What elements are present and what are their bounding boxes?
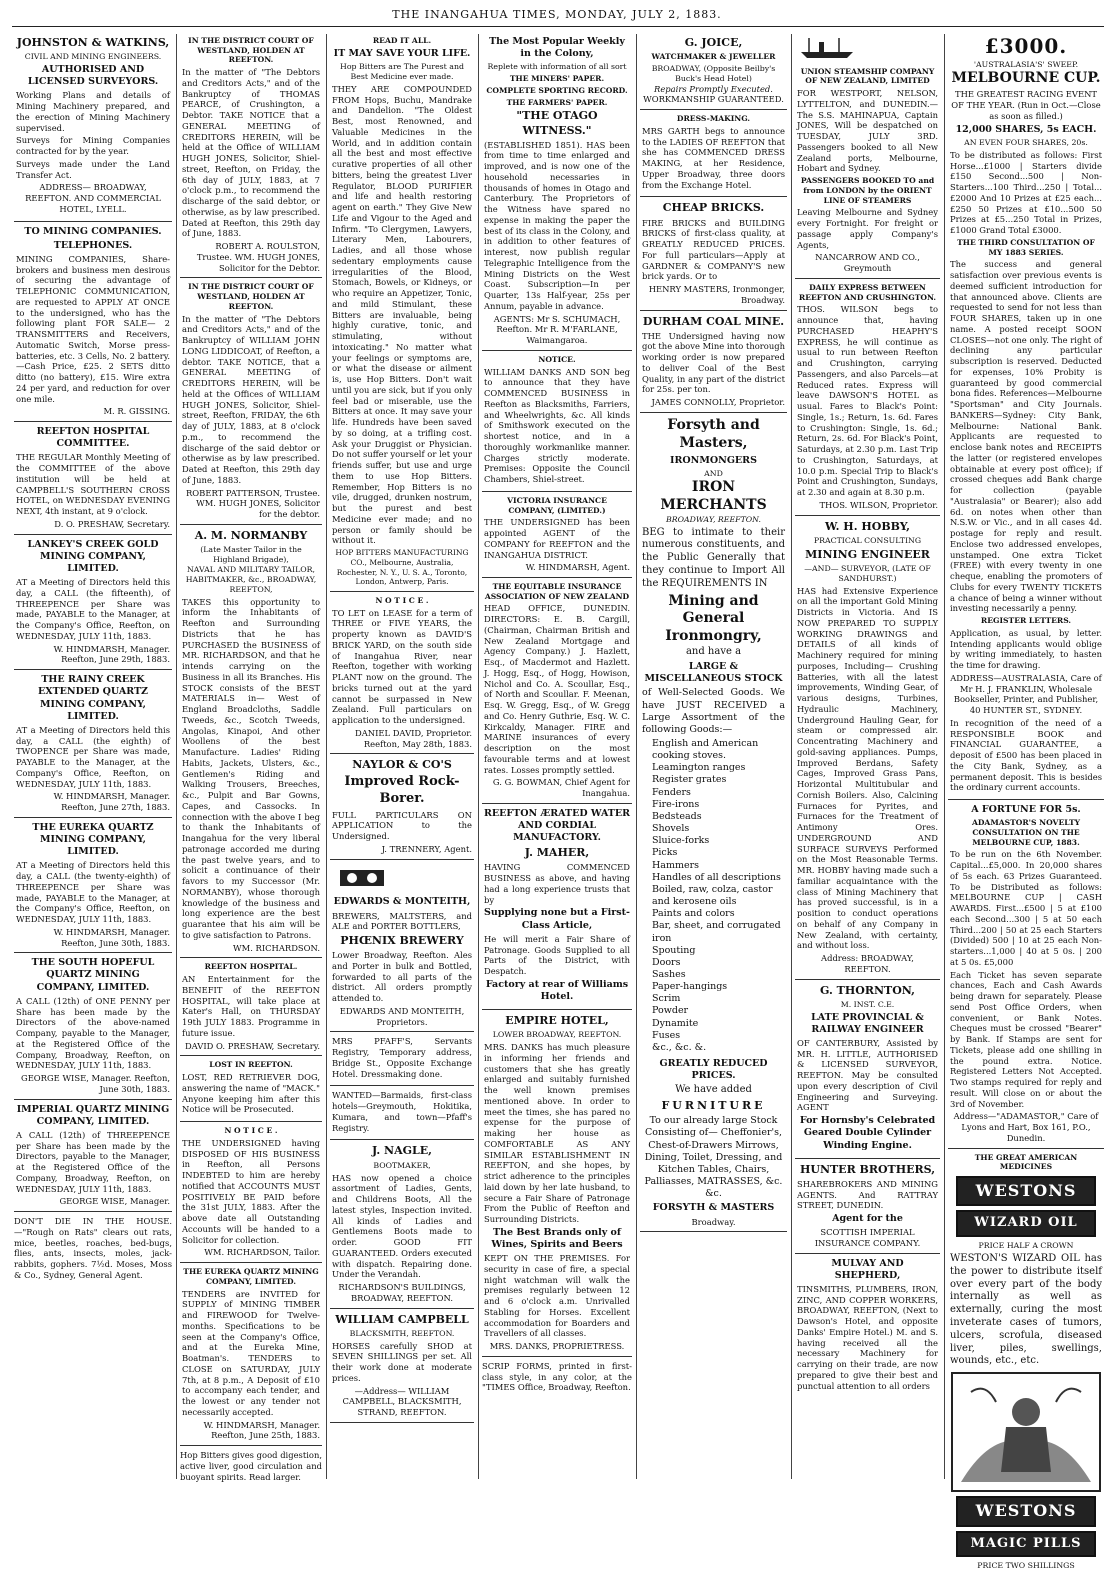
advert-text: OF CANTERBURY, Assisted by MR. H. LITTLE, AUTHORISED & LICENSED SURVEYOR, REEFTON. May be consulted upon every description of Civil Engineering and Surveying. AGENT — [797, 1037, 938, 1113]
advert-daily-express — [795, 283, 940, 516]
goods-list-item: Bedsteads — [652, 810, 702, 822]
advert-australasia-sweep — [948, 34, 1104, 800]
advert-dress-making — [640, 114, 787, 197]
advert-signature: GEORGE WISE, Manager. Reefton, June 30th, 1883. — [21, 1073, 170, 1094]
goods-list-item: Fuses — [652, 1029, 681, 1041]
advert-aerated-water — [482, 808, 632, 1010]
advert-title: The Most Popular Weekly in the Colony, — [489, 36, 625, 60]
advert-signature: J. TRENNERY, Agent. — [381, 843, 472, 854]
advert-title: J. MAHER, — [524, 846, 590, 860]
advert-subtitle: WATCHMAKER & JEWELLER — [651, 52, 776, 62]
advert-reefton-hospital — [180, 962, 322, 1056]
advert-headline: FURNITURE — [661, 1099, 766, 1113]
advert-text: SCOTTISH IMPERIAL INSURANCE COMPANY. — [814, 1227, 921, 1248]
advert-title: JOHNSTON & WATKINS, — [16, 36, 170, 49]
advert-title: G. THORNTON, — [820, 983, 915, 997]
advert-title: PHŒNIX BREWERY — [340, 934, 464, 948]
advert-line: Agent for the — [832, 1213, 903, 1224]
magic-pills-logo: MAGIC PILLS — [956, 1531, 1096, 1558]
advert-title: READ IT ALL. — [372, 36, 432, 45]
advert-title: "THE OTAGO WITNESS." — [516, 109, 598, 137]
goods-list-item: Register grates — [652, 774, 727, 786]
advert-hospital-committee — [14, 426, 172, 535]
advert-title: NOTICE. — [538, 354, 576, 364]
masthead: THE INANGAHUA TIMES, MONDAY, JULY 2, 1883. — [392, 8, 722, 21]
advert-text: In the matter of "The Debtors and Creditors Acts," and of the Bankruptcy of THOMAS PEARCE, of Crushington, a Debtor. TAKE NOTICE that a GENERAL MEETING of CREDITORS HEREIN, will be held at the Office of WILLIAM HUGH JONES, Solicitor, Shiel-street, Reefton, on Friday, the 6th day of JULY, 1883, at 7 o'clock p.m., to recommend the discharge of the said debtor, or otherwise, as by law prescribed. Dated at Reefton, this 29th day of June, 1883. — [182, 67, 320, 239]
goods-list-item: Bar, sheet, and corrugated iron — [652, 920, 781, 944]
goods-list-item: Shovels — [652, 823, 690, 835]
advert-text: TINSMITHS, PLUMBERS, IRON, ZINC, AND COPPER WORKERS, BROADWAY, REEFTON, (Next to Dawson's Hotel, and opposite Danks' Empire Hotel.) M. and S. having received all the necessary Machinery for carrying on their trade, are now prepared to give their best and punctual attention to all orders — [797, 1283, 938, 1391]
advert-line: Factory at rear of Williams Hotel. — [485, 978, 629, 1002]
advert-title: DRESS-MAKING. — [676, 114, 751, 124]
advert-cheap-bricks — [640, 201, 787, 310]
advert-joice — [640, 36, 787, 110]
advert-line: THE MINERS' PAPER. — [509, 74, 605, 84]
advert-headline: GREATLY REDUCED PRICES. — [659, 1058, 768, 1082]
goods-list-item: Powder — [652, 1005, 689, 1017]
advert-signature: —Address— WILLIAM CAMPBELL, BLACKSMITH, STRAND, REEFTON. — [342, 1385, 462, 1418]
advert-text: THE UNDERSIGNED has been appointed AGENT of the COMPANY for REEFTON and the INANGAHUA DISTRICT. — [484, 517, 630, 560]
advert-hop-bitters-note: Hop Bitters gives good digestion, active liver, good circulation and buoyant spirits. Read larger. — [180, 1450, 322, 1482]
advert-signature: Broadway. — [691, 1216, 736, 1227]
advert-phoenix-brewery — [330, 864, 474, 1033]
advert-subtitle: (Late Master Tailor in the Highland Brigade), — [200, 544, 302, 564]
advert-signature: AGENTS: Mr S. SCHUMACH, Reefton. Mr R. M'FARLANE, Waimangaroa. — [493, 313, 621, 346]
advert-title: J. NAGLE, — [372, 1144, 432, 1158]
advert-text: TAKES this opportunity to inform the Inhabitants of Reefton and Surrounding Districts that he has PURCHASED the BUSINESS of MR. RICHARDSON, and that he intends carrying on the Business in all its Branches. His STOCK consists of the BEST MATERIALS in— West of England Broadcloths, Saddle Tweeds, &c., Scotch Tweeds, Angolas, Kinapoi, And other Woollens of the best Manufacture. Ladies' Riding Habits, Jackets, Ulsters, &c., Gentlemen's Riding and Walking Trousers, Breeches, &c., Pulpit and Bar Gowns, Capes, and Cassocks. In connection with the above I beg to thank the Inhabitants of Inangahua for the very liberal patronage accorded me during the past twelve years, and to solicit a continuance of their favors to my Successor (Mr. NORMANBY), whose thorough knowledge of the business and long experience are the best guarantee that his aim will be to give satisfaction to Patrons. — [182, 596, 320, 940]
advert-title: MELBOURNE CUP. — [951, 69, 1101, 86]
advert-signature: MRS. DANKS, PROPRIETRESS. — [489, 1341, 625, 1352]
goods-list-item: &c., &c. &. — [652, 1041, 707, 1053]
goods-list-item: Paper-hangings — [652, 981, 728, 993]
advert-title: A FORTUNE FOR 5s. — [971, 804, 1081, 815]
advert-subtitle: TELEPHONES. — [53, 239, 133, 251]
advert-subtitle: Hop Bitters are The Purest and Best Medicine ever made. — [340, 61, 464, 81]
advert-signature: EDWARDS AND MONTEITH, Proprietors. — [339, 1005, 465, 1027]
westons-logo: WESTONS — [956, 1496, 1096, 1526]
goods-list — [642, 738, 785, 1054]
advert-subtitle: Replete with information of all sort — [487, 62, 627, 72]
advert-title: W. H. HOBBY, — [825, 519, 910, 533]
advert-durham-coal — [640, 315, 787, 413]
advert-signature: Address: BROADWAY, REEFTON. — [821, 953, 914, 974]
advert-hobby-engineer — [795, 520, 940, 980]
advert-text: HEAD OFFICE, DUNEDIN. DIRECTORS: E. B. Cargill, (Chairman, Chairman British and New Zealand Mortgage and Agency Company.) J. Hazlett, Esq., of Macdermot and Hazlett. J. Hogg, Esq., of Hogg, Howison, Nichol and Co. A. Scoullar, Esq., of North and Scoullar. F. Meenan, Esq. W. Gregg, Esq., of W. Gregg and Co. Henry Guthrie, Esq. W. C. Kirkcaldy, Manager. FIRE and MARINE insurances of every description on the most favourable terms and at lowest rates. Losses promptly settled. — [484, 603, 630, 775]
advert-headline: LARGE & MISCELLANEOUS STOCK — [644, 661, 783, 685]
advert-text: Lower Broadway, Reefton. Ales and Porter in bulk and Bottled, forwarded to all parts of the district. All orders promptly attended to. — [332, 950, 472, 1004]
advert-title: REEFTON ÆRATED WATER AND CORDIAL MANUFACTORY. — [484, 807, 631, 844]
advert-text: FULL PARTICULARS ON APPLICATION to the Undersigned. — [332, 809, 472, 842]
advert-title: Improved Rock-Borer. — [344, 774, 460, 807]
advert-imperial-quartz — [14, 1104, 172, 1213]
advert-south-hopeful — [14, 957, 172, 1099]
advert-hop-bitters — [330, 36, 474, 592]
advert-text: AT a Meeting of Directors held this day, a CALL (the fifteenth), of THREEPENCE per Share was made, PAYABLE to the Manager, at the Company's Office, Reefton, on WEDNESDAY, JULY 11th, 1883. — [16, 577, 170, 641]
advert-signature: FORSYTH & MASTERS — [652, 1202, 775, 1214]
advert-richardson-notice — [180, 1126, 322, 1263]
advert-subtitle: IRONMONGERS — [670, 454, 757, 466]
goods-list-item: Handles of all descriptions — [652, 871, 781, 883]
advert-signature: GEORGE WISE, Manager. — [59, 1196, 170, 1207]
advert-line: REGISTER LETTERS. — [980, 616, 1072, 626]
advert-text: THE GREATEST RACING EVENT OF THE YEAR. (Run in Oct.—Close as soon as filled.) — [951, 89, 1101, 121]
advert-pfaffs-registry — [330, 1036, 474, 1086]
advert-rainy-creek — [14, 674, 172, 818]
advert-text: THOS. WILSON begs to announce that, having PURCHASED HEAPHY'S EXPRESS, he will continue as usual to run between Reefton and Crushington, carrying Passengers, and also Parcels—at Reduced rates. Express will leave DAWSON'S HOTEL as usual. Fares to Black's Point: Single, 1s.; Return, 1s. 6d. Fares to Crushington: Single, 1s. 6d.; Return, 2s. 6d. For Black's Point, Saturdays, at 2.30 p.m. Last Trip to Crushington, Saturdays, at 10.0 p.m. Special Trip to Black's Point and Crushington, Sundays, at 2.30 and again at 8.30 p.m. — [797, 304, 938, 498]
advert-signature: NANCARROW AND CO., Greymouth — [815, 252, 920, 274]
advert-text: Application, as usual, by letter. Intending applicants would oblige by writing immediately, to hasten the time for drawing. — [950, 627, 1102, 670]
advert-signature: JAMES CONNOLLY, Proprietor. — [651, 397, 785, 408]
advert-signature: D. O. PRESHAW, Secretary. — [54, 518, 170, 529]
goods-list-item: Sashes — [652, 968, 686, 980]
column-5 — [640, 34, 787, 1479]
advert-text: A CALL (12th) of ONE PENNY per Share has been made by the Directors of the above-named Company, payable to the Manager, at the Registered Office of the Company, Broadway, Reefton, on WEDNESDAY, JULY 11th, 1883. — [16, 995, 170, 1071]
advert-text: MRS. DANKS has much pleasure in informing her friends and customers that she has greatly enlarged and suitably furnished the well known premises mentioned above. In order to meet the times, she has pared no expense for the purpose of making her house as COMFORTABLE AS ANY SIMILAR ESTABLISHMENT IN REEFTON, and she hopes, by strict adherence to the principles laid down by her late husband, to secure a Fair Share of Patronage From the Public of Reefton and Surrounding Districts. — [484, 1042, 630, 1225]
column-divider — [176, 34, 177, 1479]
advert-title: NAYLOR & CO'S — [352, 758, 452, 772]
steamship-icon — [797, 36, 857, 60]
advert-line: Supplying none but a First-Class Article, — [484, 907, 630, 931]
advert-district-court-1 — [180, 36, 322, 278]
advert-title: EMPIRE HOTEL, — [505, 1014, 609, 1028]
advert-signature: W. HINDMARSH, Manager. Reefton, June 29th, 1883. — [53, 643, 170, 665]
advert-title: MINING ENGINEER — [805, 547, 930, 561]
advert-lost-dog — [180, 1060, 322, 1122]
advert-union-steamship — [795, 34, 940, 279]
advert-title: LATE PROVINCIAL & RAILWAY ENGINEER — [811, 1011, 924, 1035]
column-3 — [330, 34, 474, 1479]
advert-signature: W. HINDMARSH, Manager. Reefton, June 30th, 1883. — [53, 926, 170, 948]
advert-text: AT a Meeting of Directors held this day, a CALL (the eighth) of TWOPENCE per Share was made, PAYABLE to the Manager, at the Company's Office, Reefton, on WEDNESDAY, JULY 11th, 1883. — [16, 724, 170, 789]
column-divider — [944, 34, 945, 1479]
advert-subtitle: NAVAL AND MILITARY TAILOR, HABITMAKER, &c., BROADWAY, REEFTON, — [185, 564, 317, 594]
advert-signature: HENRY MASTERS, Ironmonger, Broadway. — [648, 284, 785, 305]
goods-list-item: Spouting — [652, 944, 696, 956]
advert-scrip-forms: SCRIP FORMS, printed in first-class style, in any color, at the "TIMES Office, Broadway, Reefton. — [482, 1360, 632, 1393]
advert-signature: RICHARDSON'S BUILDINGS, BROADWAY, REEFTON. — [338, 1282, 466, 1303]
advert-subtitle: AND — [704, 468, 723, 478]
advert-title: IT MAY SAVE YOUR LIFE. — [333, 47, 471, 59]
advert-title: THE EUREKA QUARTZ MINING COMPANY, LIMITED. — [32, 821, 154, 858]
advert-text: Working Plans and details of Mining Machinery prepared, and the erection of Mining Machinery supervised. — [16, 90, 170, 133]
advert-subtitle: M. INST. C.E. — [840, 999, 895, 1009]
column-divider — [636, 34, 637, 1479]
advert-line: WORKMANSHIP GUARANTEED. — [643, 94, 784, 105]
advert-text: The success and general satisfaction over previous events is deemed sufficient introduction for that announced above. Clients are requested to send for not less than FOUR SHARES, taken up in one name. A posted receipt SOON CLOSES—not one only. The right of declining any particular subscription is reserved. Deducted for expenses, 10% Probity is guaranteed by good commercial bona fides. References—Melbourne "Sportsman" and City Journals. BANKERS—Sydney: City Bank, Melbourne: National Bank. Applicants are requested to enclose bank notes and RECEIPTS the latter (or registered envelopes obtainable at every post office); if crossed cheques add Bank charge for collection (payable "Australasia" or Bearer); also add 6d. on notes when other than N.S.W. or Vic., and in all cases 4d. postage for reply and result. Enclose two addressed envelopes, unstamped. One extra Ticket (FREE) with every twenty in one cheque, enabling the promoters of Clubs for every TWENTY TICKETS a chance of being a winner without investing necessarily a penny. — [950, 259, 1102, 614]
goods-list-item: English and American cooking stoves. — [652, 738, 759, 762]
advert-price: PRICE TWO SHILLINGS — [977, 1561, 1075, 1571]
medicine-illustration-icon — [951, 1372, 1101, 1492]
advert-text: Each Ticket has seven separate chances, Each and Cash Awards being drawn for separately. Please send Post Office Orders, when convenient, or Bank Notes. Cheques must be crossed "Bearer" by Bank. If Stamps are sent for Tickets, please add one shilling in the pound extra. Notice. Registered Letters Not Accepted. Two stamps required for reply and result. Will close on or about the 3rd of November. — [950, 969, 1102, 1109]
advert-title: N O T I C E . — [375, 595, 429, 605]
advert-forsyth-masters — [640, 417, 787, 1232]
advert-title: EDWARDS & MONTEITH, — [333, 896, 471, 908]
advert-subtitle: —AND— SURVEYOR, (LATE OF SANDHURST.) — [804, 563, 931, 583]
advert-title: VICTORIA INSURANCE COMPANY, (LIMITED.) — [507, 495, 607, 515]
column-7 — [948, 34, 1104, 1571]
advert-text: SHAREBROKERS AND MINING AGENTS. And RATTRAY STREET, DUNEDIN. — [797, 1178, 938, 1211]
advert-text: Surveys made under the Land Transfer Act. — [16, 158, 170, 180]
advert-text: (ESTABLISHED 1851). HAS been from time to time enlarged and improved, and is now one of the household necessaries in thousands of homes in Otago and Canterbury. The Proprietors of the Witness have spared no expense in making the paper the best of its class in the Colony, and in addition to other features of interest, now publish regular Telegraphic Intelligence from the Mining Districts on the West Coast. Subscription—In per Quarter, 13s Half-year, 25s per Annum, payable in advance. — [484, 139, 630, 311]
advert-hunter-brothers — [795, 1163, 940, 1254]
advert-title: LANKEY'S CREEK GOLD MINING COMPANY, LIMITED. — [27, 538, 159, 575]
advert-normanby — [180, 529, 322, 959]
advert-title: CHEAP BRICKS. — [662, 201, 765, 215]
advert-campbell-blacksmith — [330, 1313, 474, 1423]
westons-logo: WESTONS — [956, 1176, 1096, 1206]
advert-title: THE EUREKA QUARTZ MINING COMPANY, LIMITED. — [183, 1267, 319, 1286]
advert-text: To our already large Stock Consisting of— Cheffonier's, Chest-of-Drawers Mirrows, Dining, Toilet, Dressing, and Kitchen Tables, Chairs, Palliasses, MATRASSES, &c. &c. — [644, 1115, 783, 1200]
goods-list-item: Fenders — [652, 786, 691, 798]
advert-text: LOST, RED RETRIEVER DOG, answering the name of "MACK." Anyone keeping him after this Notice will be Prosecuted. — [182, 1072, 320, 1115]
advert-danks-son — [482, 355, 632, 492]
advert-text: WESTON'S WIZARD OIL has the power to distribute itself over every part of the body internally as well as externally, curing the most inveterate cases of tumors, ulcers, scrofula, diseased liver, piles, swellings, wounds, etc., etc. — [950, 1253, 1102, 1367]
goods-list-item: Doors — [652, 956, 681, 968]
advert-title: WILLIAM CAMPBELL — [335, 1312, 469, 1326]
advert-text: We have added — [675, 1084, 752, 1096]
advert-text: To be distributed as follows: First Horse...£1000 | Starters divide £150 Second...500 | Non-Starters...100 Third...250 | Total...£2000 And 10 Prizes at £25 each...£250 50 Prizes at £10...500 50 Prizes at £5...250 Total in Prizes, £1000 Grand Total £3000. — [950, 149, 1102, 236]
column-4 — [482, 34, 632, 1479]
advert-signature: WM. RICHARDSON, Tailor. — [204, 1247, 320, 1258]
advert-text: A CALL (12th) of THREEPENCE per Share has been made by the Directors, payable to the Manager, at the Registered Office of the Company, Broadway, Reefton, on WEDNESDAY, JULY 11th, 1883. — [16, 1129, 170, 1194]
column-divider — [326, 34, 327, 1479]
advert-title: HUNTER BROTHERS, — [799, 1162, 936, 1176]
advert-thornton — [795, 984, 940, 1159]
advert-signature: W. HINDMARSH, Manager. Reefton, June 25th, 1883. — [203, 1419, 320, 1441]
advert-line: Repairs Promptly Executed. — [654, 83, 773, 94]
advert-line: COMPLETE SPORTING RECORD. — [486, 86, 628, 95]
advert-text: BREWERS, MALTSTERS, and ALE and PORTER BOTTLERS, — [332, 910, 472, 932]
goods-list-item: Paints and colors — [652, 908, 735, 920]
advert-title: IMPERIAL QUARTZ MINING COMPANY, LIMITED. — [16, 1103, 170, 1127]
advert-address: BROADWAY, REEFTON. — [666, 514, 761, 524]
advert-signature: WM. RICHARDSON. — [233, 942, 320, 953]
column-divider — [478, 34, 479, 1479]
advert-text: To be run on the 6th November. Capital...£5,000. In 20,000 shares of 5s each. 63 Prizes Guaranteed. To be Distributed as follows: MELBOURNE CUP | CASH AWARDS. First...£500 | 5 at £100 each Second...300 | 5 at 50 each Third...200 | 50 at 25 each Starters (Divided) 500 | 10 at 25 each Non-starters...1,000 | 40 at 5 0s. | 200 at 5 0s. £5,000 — [950, 849, 1102, 967]
advert-line: PASSENGERS BOOKED TO and from LONDON by the ORIENT LINE OF STEAMERS — [800, 176, 935, 205]
advert-title: IRON MERCHANTS — [660, 478, 767, 513]
advert-text: HAS now opened a choice assortment of Ladies, Gents, and Childrens Boots, All the latest styles, Inspection invited. All kinds of Ladies and Gentlemens Boots made to order. GOOD FIT GUARANTEED. Orders executed with dispatch. Repairing done. Under the Verandah. — [332, 1172, 472, 1280]
advert-line: For Hornsby's Celebrated Geared Double Cylinder Winding Engine. — [799, 1115, 936, 1151]
advert-rough-on-rats: DON'T DIE IN THE HOUSE.—"Rough on Rats" clears out rats, mice, beetles, roaches, bed-bugs, flies, ants, insects, moles, jack-rabbits, gophers. 7½d. Moses, Moss & Co., Sydney, General Agent. — [14, 1216, 172, 1280]
advert-line: THE THIRD CONSULTATION OF MY 1883 SERIES. — [957, 237, 1095, 257]
advert-title: THE SOUTH HOPEFUL QUARTZ MINING COMPANY, LIMITED. — [31, 957, 155, 993]
column-6 — [795, 34, 940, 1479]
advert-rock-borer — [330, 758, 474, 859]
advert-signature: W. HINDMARSH, Agent. — [525, 562, 630, 573]
advert-text: THE UNDERSIGNED having DISPOSED OF HIS BUSINESS in Reefton, all Persons INDEBTED to him are hereby notified that ACCOUNTS MUST POSITIVELY BE PAID before the 31st JULY, 1883. After the above date all Outstanding Accounts will be handed to a Solicitor for collection. — [182, 1137, 320, 1245]
advert-text: HAS had Extensive Experience on all the important Gold Mining Districts in Victoria. And IS NOW PREPARED TO SUPPLY WORKING DRAWINGS and DETAILS of all kinds of Machinery required for mining purposes, Including— Crushing Batteries, with all the latest improvements, Winding Gear, of various designs, Turbines, Hydraulic Machinery, Underground Hauling Gear, for steam or compressed air. Concentrating Machinery and gold-saving appliances. Pumps, Improved Berdans, Safety Cages, Improved Grass Pans, Horizontal Multitubular and Cornish Boilers. Also, Calcining Furnaces for Pyrites, and Furnaces for the Treatment of Antimony Ores. UNDERGROUND AND SURFACE SURVEYS Performed on the Most Reasonable Terms. MR. HOBBY having made such a familiar acquaintance with the class of Mining Machinery that has proved successful, is in a position to conduct operations on behalf of any Company in New Zealand, with certainty, and without loss. — [797, 585, 938, 951]
advert-text: Leaving Melbourne and Sydney every Fortnight. For freight or passage apply Company's Agents, — [797, 207, 938, 250]
advert-title: THE RAINY CREEK EXTENDED QUARTZ MINING COMPANY, LIMITED. — [37, 674, 148, 722]
advert-address: ADDRESS— BROADWAY, REEFTON. AND COMMERCIAL HOTEL, LYELL. — [25, 182, 161, 214]
goods-list-item: Fire-irons — [652, 798, 700, 810]
advert-text: WILLIAM DANKS AND SON beg to announce that they have COMMENCED BUSINESS in Reefton as Blacksmiths, Farriers, and Wheelwrights, &c. All kinds of Smithswork executed on the shortest notice, and in a thoroughly workmanlike manner. Charges strictly moderate. Premises: Opposite the Council Chambers, Shiel-street. — [484, 366, 630, 485]
advert-title: IN THE DISTRICT COURT OF WESTLAND, HOLDEN AT REEFTON. — [188, 36, 314, 65]
advert-signature: ROBERT A. ROULSTON, Trustee. WM. HUGH JONES, Solicitor for the Debtor. — [196, 241, 320, 273]
advert-text: WANTED—Barmaids, first-class hotels—Greymouth, Hokitika, Kumara, and town—Pfaff's Registry. — [332, 1090, 472, 1133]
advert-text: FOR WESTPORT, NELSON, LYTTELTON, and DUNEDIN.— The S.S. MAHINAPUA, Captain JONES, Will be despatched on TUESDAY, JULY 3RD. Passengers booked to all New Zealand ports, Melbourne, Hobart and Sydney. — [797, 88, 938, 174]
column-1 — [14, 34, 172, 1479]
advert-title: REEFTON HOSPITAL. — [204, 962, 298, 972]
advert-title: MULVAY AND SHEPHERD, — [831, 1257, 904, 1281]
advert-signature: W. HINDMARSH, Manager. Reefton, June 27th, 1883. — [53, 791, 170, 813]
advert-subtitle: LOWER BROADWAY, REEFTON. — [492, 1030, 622, 1040]
goods-list-item: Hammers — [652, 859, 700, 871]
advert-line: AUTHORISED AND LICENSED SURVEYORS. — [27, 64, 159, 88]
advert-title: A. M. NORMANBY — [194, 528, 308, 542]
advert-signature: DAVID O. PRESHAW, Secretary. — [184, 1040, 320, 1051]
advert-otago-witness — [482, 36, 632, 351]
advert-line: The Best Brands only of Wines, Spirits and Beers — [491, 1226, 623, 1251]
advert-text: MRS PFAFF'S, Servants Registry, Temporary address, Bridge St., Opposite Exchange Hotel. Dressmaking done. — [332, 1036, 472, 1079]
advert-nagle-bootmaker — [330, 1144, 474, 1308]
advert-subtitle: 'AUSTRALASIA'S' SWEEP. — [973, 59, 1079, 69]
advert-signature: HOP BITTERS MANUFACTURING CO., Melbourne, Australia, Rochester, N. Y., U. S. A., Toronto, London, Antwerp, Paris. — [335, 548, 469, 587]
advert-title: G. JOICE, — [684, 36, 743, 49]
goods-list-item: Dynamite — [652, 1017, 699, 1029]
advert-line: THE FARMERS' PAPER. — [506, 97, 608, 107]
goods-list-item: Boiled, raw, colza, castor and kerosene oils — [652, 883, 773, 908]
goods-list-item: Sluice-forks — [652, 835, 710, 847]
goods-list-item: Scrim — [652, 993, 681, 1005]
advert-signature: ROBERT PATTERSON, Trustee. WM. HUGH JONES, Solicitor for the debtor. — [186, 487, 320, 520]
advert-line: 12,000 SHARES, 5s EACH. — [955, 123, 1097, 135]
advert-text: THE REGULAR Monthly Meeting of the COMMITTEE of the above institution will be held at CAMPBELL'S SOUTHERN CROSS HOTEL, on WEDNESDAY EVENING NEXT, 4th instant, at 9 o'clock. — [16, 452, 171, 517]
advert-signature: ADDRESS—AUSTRALASIA, Care of Mr H. J. FRANKLIN, Wholesale Bookseller, Printer, and Publisher, 40 HUNTER ST., SYDNEY. — [950, 672, 1102, 715]
masthead-rule — [12, 26, 1104, 27]
advert-title: IN THE DISTRICT COURT OF WESTLAND, HOLDEN AT REEFTON. — [188, 282, 314, 311]
advert-title: £3000. — [984, 34, 1068, 58]
advert-price: PRICE HALF A CROWN — [978, 1241, 1074, 1251]
advert-text: HORSES carefully SHOD at SEVEN SHILLINGS per set. All their work done at moderate prices. — [332, 1340, 472, 1383]
advert-equitable-insurance — [482, 582, 632, 804]
advert-text: THE Undersigned having now got the above Mine into thorough working order is now prepared to deliver Coal of the Best Quality, in any part of the district for 25s. per ton. — [642, 330, 785, 395]
advert-text: MINING COMPANIES, Share-brokers and business men desirous of securing the advantage of TELEPHONIC COMMUNICATION, are requested to APPLY AT ONCE to the undersigned, who has the following plant FOR SALE— 2 TRANSMITTERS and Receivers, Automatic Switch, Morse press-batteries, etc. 3 Cells, No. 2 battery.—Cash Price, £25. 2 SETS ditto ditto (no battery), £15. Wire extra 24 per yard, and reduction for over one mile. — [16, 253, 170, 404]
goods-list-item: Picks — [652, 847, 678, 859]
advert-title: Forsyth and Masters, — [667, 416, 760, 451]
advert-barmaids-wanted — [330, 1090, 474, 1140]
advert-johnston-watkins — [14, 36, 172, 222]
column-divider — [791, 34, 792, 1479]
advert-signature: G. G. BOWMAN, Chief Agent for Inangahua. — [492, 777, 630, 799]
advert-signature: DANIEL DAVID, Proprietor. Reefton, May 28th, 1883. — [354, 727, 472, 749]
advert-text: In the matter of "The Debtors and Creditors Acts," and of the Bankruptcy of WILLIAM JOHN LONG LIDDICOAT, of Reefton, a debtor. TAKE NOTICE, that a GENERAL MEETING of CREDITORS HEREIN, will be held at the Offices of WILLIAM HUGH JONES, Solicitor, Shiel-street, Reefton, FRIDAY, the 6th day of JULY, 1883, at 8 o'clock p.m., to recommend the discharge of the said debtor or otherwise as by law prescribed. Dated at Reefton, this 29th day of June, 1883. — [182, 313, 320, 485]
advert-text: He will merit a Fair Share of Patronage. Goods Supplied to all Parts of the District, with Despatch. — [484, 933, 630, 977]
advert-text: TENDERS are INVITED for SUPPLY of MINING TIMBER and FIREWOOD for Twelve-months. Specifications to be seen at the Company's Office, and at the Eureka Mine, Boatman's. TENDERS to CLOSE on SATURDAY, JULY 7th, at 8 p.m., A Deposit of £10 to accompany each tender, and the lowest or any tender not necessarily accepted. — [182, 1288, 320, 1417]
advert-text: KEPT ON THE PREMISES. For security in case of fire, a special night watchman will walk the premises regularly between 12 and 6 o'clock a.m. Unrivalled Stabling for Horses. Excellent accommodation for Boarders and Travellers of all classes. — [484, 1253, 630, 1339]
wizard-oil-logo: WIZARD OIL — [956, 1210, 1096, 1237]
advert-text: TO LET on LEASE for a term of THREE or FIVE YEARS, the property known as DAVID'S BRICK YARD, on the south side of Inangahua River, near Reefton, together with working PLANT now on the ground. The bricks turned out at the yard cannot be surpassed in New Zealand. Full particulars on application to the undersigned. — [332, 607, 472, 726]
advert-title: LOST IN REEFTON. — [209, 1060, 293, 1070]
advert-subtitle: CIVIL AND MINING ENGINEERS. — [24, 52, 162, 62]
advert-text: AT a Meeting of Directors held this day, a CALL (the twenty-eighth) of THREEPENCE per Share was made, PAYABLE to the Manager, at the Company's Office, Reefton, on WEDNESDAY, JULY 11th, 1883. — [16, 860, 170, 925]
advert-title: TO MINING COMPANIES. — [24, 225, 162, 237]
advert-title: DURHAM COAL MINE. — [642, 314, 785, 328]
advert-westons-wizard-oil — [948, 1153, 1104, 1575]
advert-title: THE GREAT AMERICAN MEDICINES — [974, 1152, 1078, 1172]
advert-text: HAVING COMMENCED BUSINESS as above, and having had a long experience trusts that by — [484, 862, 630, 905]
column-2 — [180, 34, 322, 1482]
advert-eureka-call — [14, 822, 172, 953]
advert-victoria-insurance — [482, 496, 632, 578]
advert-line: AN EVEN FOUR SHARES, 20s. — [964, 137, 1088, 147]
advert-title: ADAMASTOR'S NOVELTY CONSULTATION ON THE MELBOURNE CUP, 1883. — [971, 818, 1081, 847]
advert-subtitle: PRACTICAL CONSULTING — [813, 535, 922, 545]
advert-text: FIRE BRICKS and BUILDING BRICKS of first-class quality, at GREATLY REDUCED PRICES. For full particulars—Apply at GARDNER & COMPANY'S new brick yards. Or to — [642, 217, 785, 282]
advert-mulvay-shepherd — [795, 1258, 940, 1398]
advert-title: REEFTON HOSPITAL COMMITTEE. — [36, 426, 150, 450]
goods-list-item: Leamington ranges — [652, 762, 746, 774]
advert-text: of Well-Selected Goods. We have JUST RECEIVED a Large Assortment of the following Goods:— — [642, 687, 785, 735]
advert-signature: THOS. WILSON, Proprietor. — [819, 499, 938, 510]
advert-telephones — [14, 226, 172, 423]
advert-title: N O T I C E . — [224, 1126, 278, 1136]
advert-text: BEG to intimate to their numerous constituents, and the Public Generally that they continue to Import All the REQUIREMENTS IN — [642, 526, 785, 589]
advert-lankeys-creek — [14, 539, 172, 670]
advert-text: BROADWAY, (Opposite Beilby's Buck's Head Hotel) — [651, 63, 776, 83]
advert-title: DAILY EXPRESS BETWEEN REEFTON AND CRUSHINGTON. — [798, 282, 937, 302]
advert-empire-hotel — [482, 1014, 632, 1357]
advert-district-court-2 — [180, 282, 322, 524]
advert-text: and have a — [685, 646, 742, 658]
advert-text: In recognition of the need of a RESPONSIBLE BOOK and FINANCIAL GUARANTEE, a deposit of £500 has been placed in the City Bank, Sydney, as a permanent deposit. This is besides the ordinary current accounts. — [950, 717, 1102, 793]
advert-text: THEY ARE COMPOUNDED FROM Hops, Buchu, Mandrake and Dandelion. "The Oldest Best, most Renowned, and Valuable Medicines in the World, and in addition contain all the best and most effective curative properties of all other bitters, being the greatest Liver Regulator, BLOOD PURIFIER and life and health restoring agent on earth." They Give New Life and Vigour to the Aged and Infirm. "To Clergymen, Lawyers, Literary Men, Labourers, Ladies, and all those whose sedentary employments cause irregularities of the Blood, Stomach, Bowels, or Kidneys, or who require an Appetizer, Tonic, and mild Stimulant, these Bitters are invaluable, being highly curative, tonic, and stimulating, without intoxicating." No matter what your feelings or symptoms are, or what the disease or ailment is, use Hop Bitters. Don't wait until you are sick, but if you only feel bad or miserable, use the Bitters at once. It may save your life. Hundreds have been saved by so doing, at a trifling cost. Ask your Druggist or Physician. Do not suffer yourself or let your friends suffer, but use and urge them to use Hop Bitters. Remember, Hop Bitters is no vile, drugged, drunken nostrum, but the purest and best Medicine ever made; and no person or family should be without it. — [332, 83, 472, 546]
advert-text: MRS GARTH begs to announce to the LADIES OF REEFTON that she has COMMENCED DRESS MAKING, at her Residence, Upper Broadway, three doors from the Exchange Hotel. — [642, 125, 785, 190]
advert-eureka-tenders — [180, 1267, 322, 1446]
advert-subtitle: BOOTMAKER, — [373, 1160, 431, 1170]
advert-brick-yard — [330, 596, 474, 754]
advert-title: THE EQUITABLE INSURANCE ASSOCIATION OF NEW ZEALAND — [484, 582, 630, 601]
advert-signature: Address—"ADAMASTOR," Care of Lyons and Hart, Box 161, P.O., Dunedin. — [953, 1111, 1099, 1143]
advert-signature: M. R. GISSING. — [103, 406, 170, 417]
brewery-emblem-icon — [332, 866, 392, 890]
advert-text: Surveys for Mining Companies contracted for by the year. — [16, 135, 170, 157]
advert-headline: Mining and General Ironmongry, — [665, 592, 762, 645]
advert-subtitle: BLACKSMITH, REEFTON. — [349, 1328, 455, 1338]
advert-adamastor — [948, 804, 1104, 1149]
advert-text: AN Entertainment for the BENEFIT of the REEFTON HOSPITAL, will take place at Kater's Hall, on THURSDAY 19th JULY 1883. Programme in future issue. — [182, 974, 320, 1038]
advert-title: UNION STEAMSHIP COMPANY OF NEW ZEALAND, LIMITED — [800, 66, 935, 86]
